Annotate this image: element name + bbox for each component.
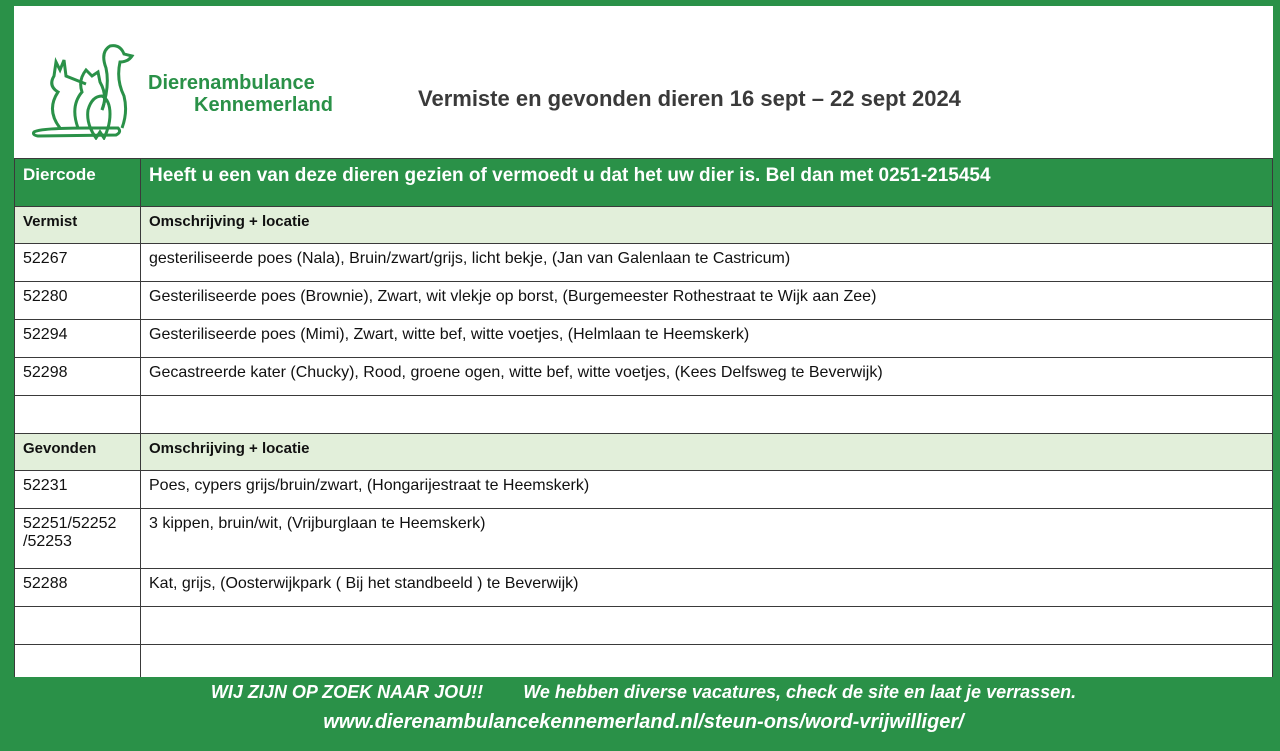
row-desc: Gesteriliseerde poes (Brownie), Zwart, wit vlekje op borst, (Burgemeester Rothestraat te Wijk aan Zee)	[141, 282, 1273, 320]
row-code: 52280	[15, 282, 141, 320]
row-code: 52288	[15, 569, 141, 607]
footer-url-link[interactable]: www.dierenambulancekennemerland.nl/steun-ons/word-vrijwilliger/	[323, 711, 964, 733]
row-desc: Kat, grijs, (Oosterwijkpark ( Bij het standbeeld ) te Beverwijk)	[141, 569, 1273, 607]
table-row	[15, 509, 1273, 569]
section-label: Gevonden	[15, 434, 141, 471]
row-desc: gesteriliseerde poes (Nala), Bruin/zwart/grijs, licht bekje, (Jan van Galenlaan te Castricum)	[141, 244, 1273, 282]
animals-logo-icon	[30, 40, 140, 140]
flyer	[14, 6, 1273, 751]
table-row	[15, 471, 1273, 509]
row-code: 52294	[15, 320, 141, 358]
empty-cell	[141, 396, 1273, 434]
empty-cell	[141, 607, 1273, 645]
table-row	[15, 569, 1273, 607]
footer-vacatures: We hebben diverse vacatures, check de site en laat je verrassen.	[523, 682, 1077, 702]
section-label: Vermist	[15, 207, 141, 244]
row-desc: Poes, cypers grijs/bruin/zwart, (Hongarijestraat te Heemskerk)	[141, 471, 1273, 509]
table-header	[15, 159, 1273, 207]
header-text: Heeft u een van deze dieren gezien of vermoedt u dat het uw dier is. Bel dan met 0251-215454	[141, 159, 1273, 207]
brand-line-1: Dierenambulance	[148, 72, 315, 94]
row-code: 52251/52252 /52253	[15, 509, 141, 569]
column-label: Omschrijving + locatie	[141, 434, 1273, 471]
table-row	[15, 358, 1273, 396]
row-code: 52231	[15, 471, 141, 509]
row-code: 52267	[15, 244, 141, 282]
animals-table	[14, 158, 1273, 683]
brand-line-2: Kennemerland	[194, 94, 333, 116]
table-row	[15, 282, 1273, 320]
page-title: Vermiste en gevonden dieren 16 sept – 22 sept 2024	[418, 86, 961, 111]
row-desc: Gesteriliseerde poes (Mimi), Zwart, witte bef, witte voetjes, (Helmlaan te Heemskerk)	[141, 320, 1273, 358]
footer-callout: WIJ ZIJN OP ZOEK NAAR JOU!!	[210, 682, 484, 702]
section-header-missing	[15, 207, 1273, 244]
footer-banner	[14, 677, 1273, 751]
table-row	[15, 244, 1273, 282]
brand-name	[148, 72, 333, 116]
row-desc: Gecastreerde kater (Chucky), Rood, groene ogen, witte bef, witte voetjes, (Kees Delfsweg te Beverwijk)	[141, 358, 1273, 396]
row-desc: 3 kippen, bruin/wit, (Vrijburglaan te Heemskerk)	[141, 509, 1273, 569]
empty-row	[15, 607, 1273, 645]
table-row	[15, 320, 1273, 358]
header-code: Diercode	[15, 159, 141, 207]
column-label: Omschrijving + locatie	[141, 207, 1273, 244]
empty-row	[15, 396, 1273, 434]
section-header-found	[15, 434, 1273, 471]
empty-cell	[15, 607, 141, 645]
logo	[30, 40, 360, 140]
row-code: 52298	[15, 358, 141, 396]
empty-cell	[15, 396, 141, 434]
